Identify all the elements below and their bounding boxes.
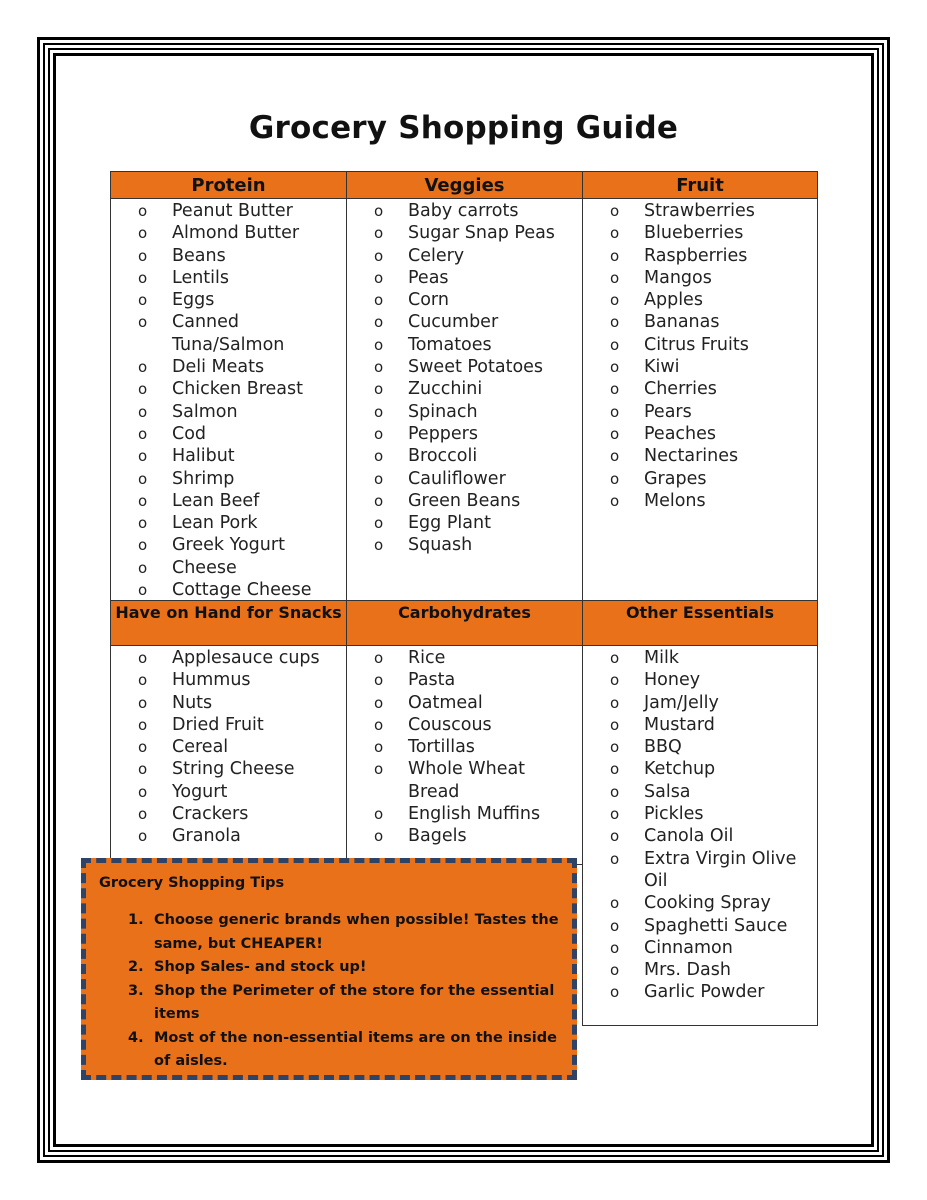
list-item: o Salmon — [136, 401, 341, 423]
list-item: o English Muffins — [372, 803, 577, 825]
list-item: o String Cheese — [136, 758, 341, 780]
page-title: Grocery Shopping Guide — [248, 110, 679, 146]
tip-item — [86, 980, 566, 1027]
list-item: o Melons — [608, 490, 813, 512]
item-list-snacks — [136, 647, 341, 848]
list-item: o Peas — [372, 267, 577, 289]
list-item: o Hummus — [136, 669, 341, 691]
list-item: o Honey — [608, 669, 813, 691]
list-item: o Cauliflower — [372, 468, 577, 490]
section-header-snacks: Have on Hand for Snacks — [110, 600, 347, 646]
tip-number: 3. — [128, 982, 144, 999]
list-item: o Squash — [372, 534, 577, 556]
list-item: o Apples — [608, 289, 813, 311]
list-item: o Couscous — [372, 714, 577, 736]
list-item: o Canned Tuna/Salmon — [136, 311, 341, 356]
list-item: o Pickles — [608, 803, 813, 825]
list-item: o Lean Beef — [136, 490, 341, 512]
list-item: o Strawberries — [608, 200, 813, 222]
list-item: o Whole Wheat Bread — [372, 758, 577, 803]
list-item: o Yogurt — [136, 781, 341, 803]
list-item: o Lean Pork — [136, 512, 341, 534]
tip-text: Shop Sales- and stock up! — [154, 959, 367, 975]
section-header-protein: Protein — [110, 171, 347, 199]
item-list-fruit — [608, 200, 813, 512]
tips-list — [86, 909, 566, 1074]
item-list-other-essentials — [608, 647, 813, 1004]
section-header-fruit: Fruit — [582, 171, 818, 199]
section-header-other-essentials: Other Essentials — [582, 600, 818, 646]
tip-number: 2. — [128, 959, 144, 975]
list-item: o Broccoli — [372, 445, 577, 467]
tip-item — [86, 1027, 566, 1074]
item-list-veggies — [372, 200, 577, 557]
list-item: o Bagels — [372, 825, 577, 847]
list-item: o Egg Plant — [372, 512, 577, 534]
list-item: o Jam/Jelly — [608, 692, 813, 714]
list-item: o Greek Yogurt — [136, 534, 341, 556]
list-item: o Deli Meats — [136, 356, 341, 378]
list-item: o Applesauce cups — [136, 647, 341, 669]
list-item: o Pasta — [372, 669, 577, 691]
list-item: o Almond Butter — [136, 222, 341, 244]
list-item: o Cheese — [136, 557, 341, 579]
tip-text: Most of the non-essential items are on the inside of aisles. — [154, 1029, 557, 1069]
list-item: o Chicken Breast — [136, 378, 341, 400]
list-item: o Raspberries — [608, 245, 813, 267]
list-item: o Citrus Fruits — [608, 334, 813, 356]
list-item: o Nectarines — [608, 445, 813, 467]
list-item: o Zucchini — [372, 378, 577, 400]
list-item: o Cod — [136, 423, 341, 445]
list-item: o Mangos — [608, 267, 813, 289]
list-item: o Sugar Snap Peas — [372, 222, 577, 244]
list-item: o Eggs — [136, 289, 341, 311]
section-header-carbohydrates: Carbohydrates — [346, 600, 583, 646]
tip-number: 4. — [128, 1029, 144, 1046]
list-item: o Milk — [608, 647, 813, 669]
list-item: o Peppers — [372, 423, 577, 445]
list-item: o Spinach — [372, 401, 577, 423]
list-item: o Lentils — [136, 267, 341, 289]
section-header-veggies: Veggies — [346, 171, 583, 199]
list-item: o Dried Fruit — [136, 714, 341, 736]
list-item: o Pears — [608, 401, 813, 423]
list-item: o Bananas — [608, 311, 813, 333]
list-item: o Salsa — [608, 781, 813, 803]
tip-item — [86, 956, 566, 980]
list-item: o Peanut Butter — [136, 200, 341, 222]
list-item: o Cooking Spray — [608, 892, 813, 914]
tip-number: 1. — [128, 912, 144, 928]
list-item: o Ketchup — [608, 758, 813, 780]
list-item: o Shrimp — [136, 468, 341, 490]
list-item: o Rice — [372, 647, 577, 669]
list-item: o Celery — [372, 245, 577, 267]
item-list-protein — [136, 200, 341, 601]
list-item: o Oatmeal — [372, 692, 577, 714]
list-item: o Kiwi — [608, 356, 813, 378]
tip-text: Choose generic brands when possible! Tastes the same, but CHEAPER! — [154, 912, 559, 952]
list-item: o Halibut — [136, 445, 341, 467]
list-item: o Green Beans — [372, 490, 577, 512]
list-item: o Beans — [136, 245, 341, 267]
list-item: o BBQ — [608, 736, 813, 758]
tips-box — [81, 858, 577, 1080]
list-item: o Tomatoes — [372, 334, 577, 356]
list-item: o Mustard — [608, 714, 813, 736]
tip-text: Shop the Perimeter of the store for the essential items — [154, 982, 555, 1022]
list-item: o Spaghetti Sauce — [608, 915, 813, 937]
list-item: o Cucumber — [372, 311, 577, 333]
list-item: o Cinnamon — [608, 937, 813, 959]
list-item: o Garlic Powder — [608, 981, 813, 1003]
list-item: o Cottage Cheese — [136, 579, 341, 601]
tips-title: Grocery Shopping Tips — [99, 875, 285, 891]
list-item: o Grapes — [608, 468, 813, 490]
item-list-carbohydrates — [372, 647, 577, 848]
list-item: o Nuts — [136, 692, 341, 714]
list-item: o Cherries — [608, 378, 813, 400]
tip-item — [86, 909, 566, 956]
list-item: o Crackers — [136, 803, 341, 825]
list-item: o Granola — [136, 825, 341, 847]
list-item: o Sweet Potatoes — [372, 356, 577, 378]
list-item: o Mrs. Dash — [608, 959, 813, 981]
list-item: o Blueberries — [608, 222, 813, 244]
list-item: o Corn — [372, 289, 577, 311]
list-item: o Canola Oil — [608, 825, 813, 847]
list-item: o Peaches — [608, 423, 813, 445]
list-item: o Extra Virgin Olive Oil — [608, 848, 813, 893]
list-item: o Baby carrots — [372, 200, 577, 222]
list-item: o Tortillas — [372, 736, 577, 758]
list-item: o Cereal — [136, 736, 341, 758]
